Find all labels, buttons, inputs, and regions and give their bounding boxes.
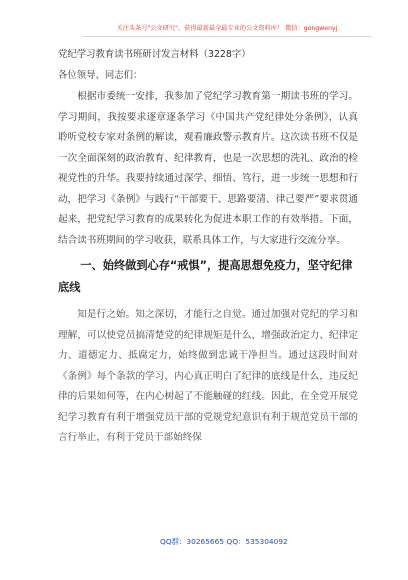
section-heading-1: 一、始终做到心存“戒惧”，提高思想免疫力，坚守纪律底线 — [58, 259, 353, 294]
document-title: 党纪学习教育读书班研讨发言材料（3228字） — [58, 49, 251, 60]
paragraph-section-1: 知是行之始。知之深切，才能行之自觉。通过加强对党纪的学习和理解，可以使党员搞清楚党的纪律规矩是什么，增强政治定力、纪律定力、道德定力、抵腐定力，始终做到忠诚干净担当。通过这段时间对《条例》每个条款的学习，内心真正明白了纪律的底线是什么，违反纪律的后果如何等，在内心树起了不能触碰的红线。因此，在全党开展党纪学习教育有利于增强党员干部的党规党纪意识有利于规范党员干部的言行举止，有利于党员干部始终保 — [58, 309, 358, 443]
salutation: 各位领导、同志们： — [58, 70, 143, 81]
paragraph-intro: 根据市委统一安排，我参加了党纪学习教育第一期读书班的学习。学习期间，我按要求逐章逐条学习《中国共产党纪律处分条例》，认真聆听党校专家对条例的解读，观看廉政警示教育片。这次读书班不仅是一次全面深刻的政治教育、纪律教育，也是一次思想的洗礼、政治的检视党性的升华。我要持续通过深学、细悟、笃行，进一步统一思想和行动，把学习《条例》与践行“干部要干、思路要清、律己要严”要求贯通起来，把党纪学习教育的成果转化为促进本职工作的有效举措。下面，结合读书班期间的学习收获，联系具体工作，与大家进行交流分享。 — [58, 91, 358, 246]
footer-contact: QQ群：30265665 QQ：535304092 — [160, 537, 288, 546]
header-banner: 关注头条号"公文研究"，获得最新最全最专业的公文资料库！ 微信：gongwenyj — [82, 22, 372, 37]
document-body — [58, 44, 358, 449]
footer — [0, 535, 408, 549]
